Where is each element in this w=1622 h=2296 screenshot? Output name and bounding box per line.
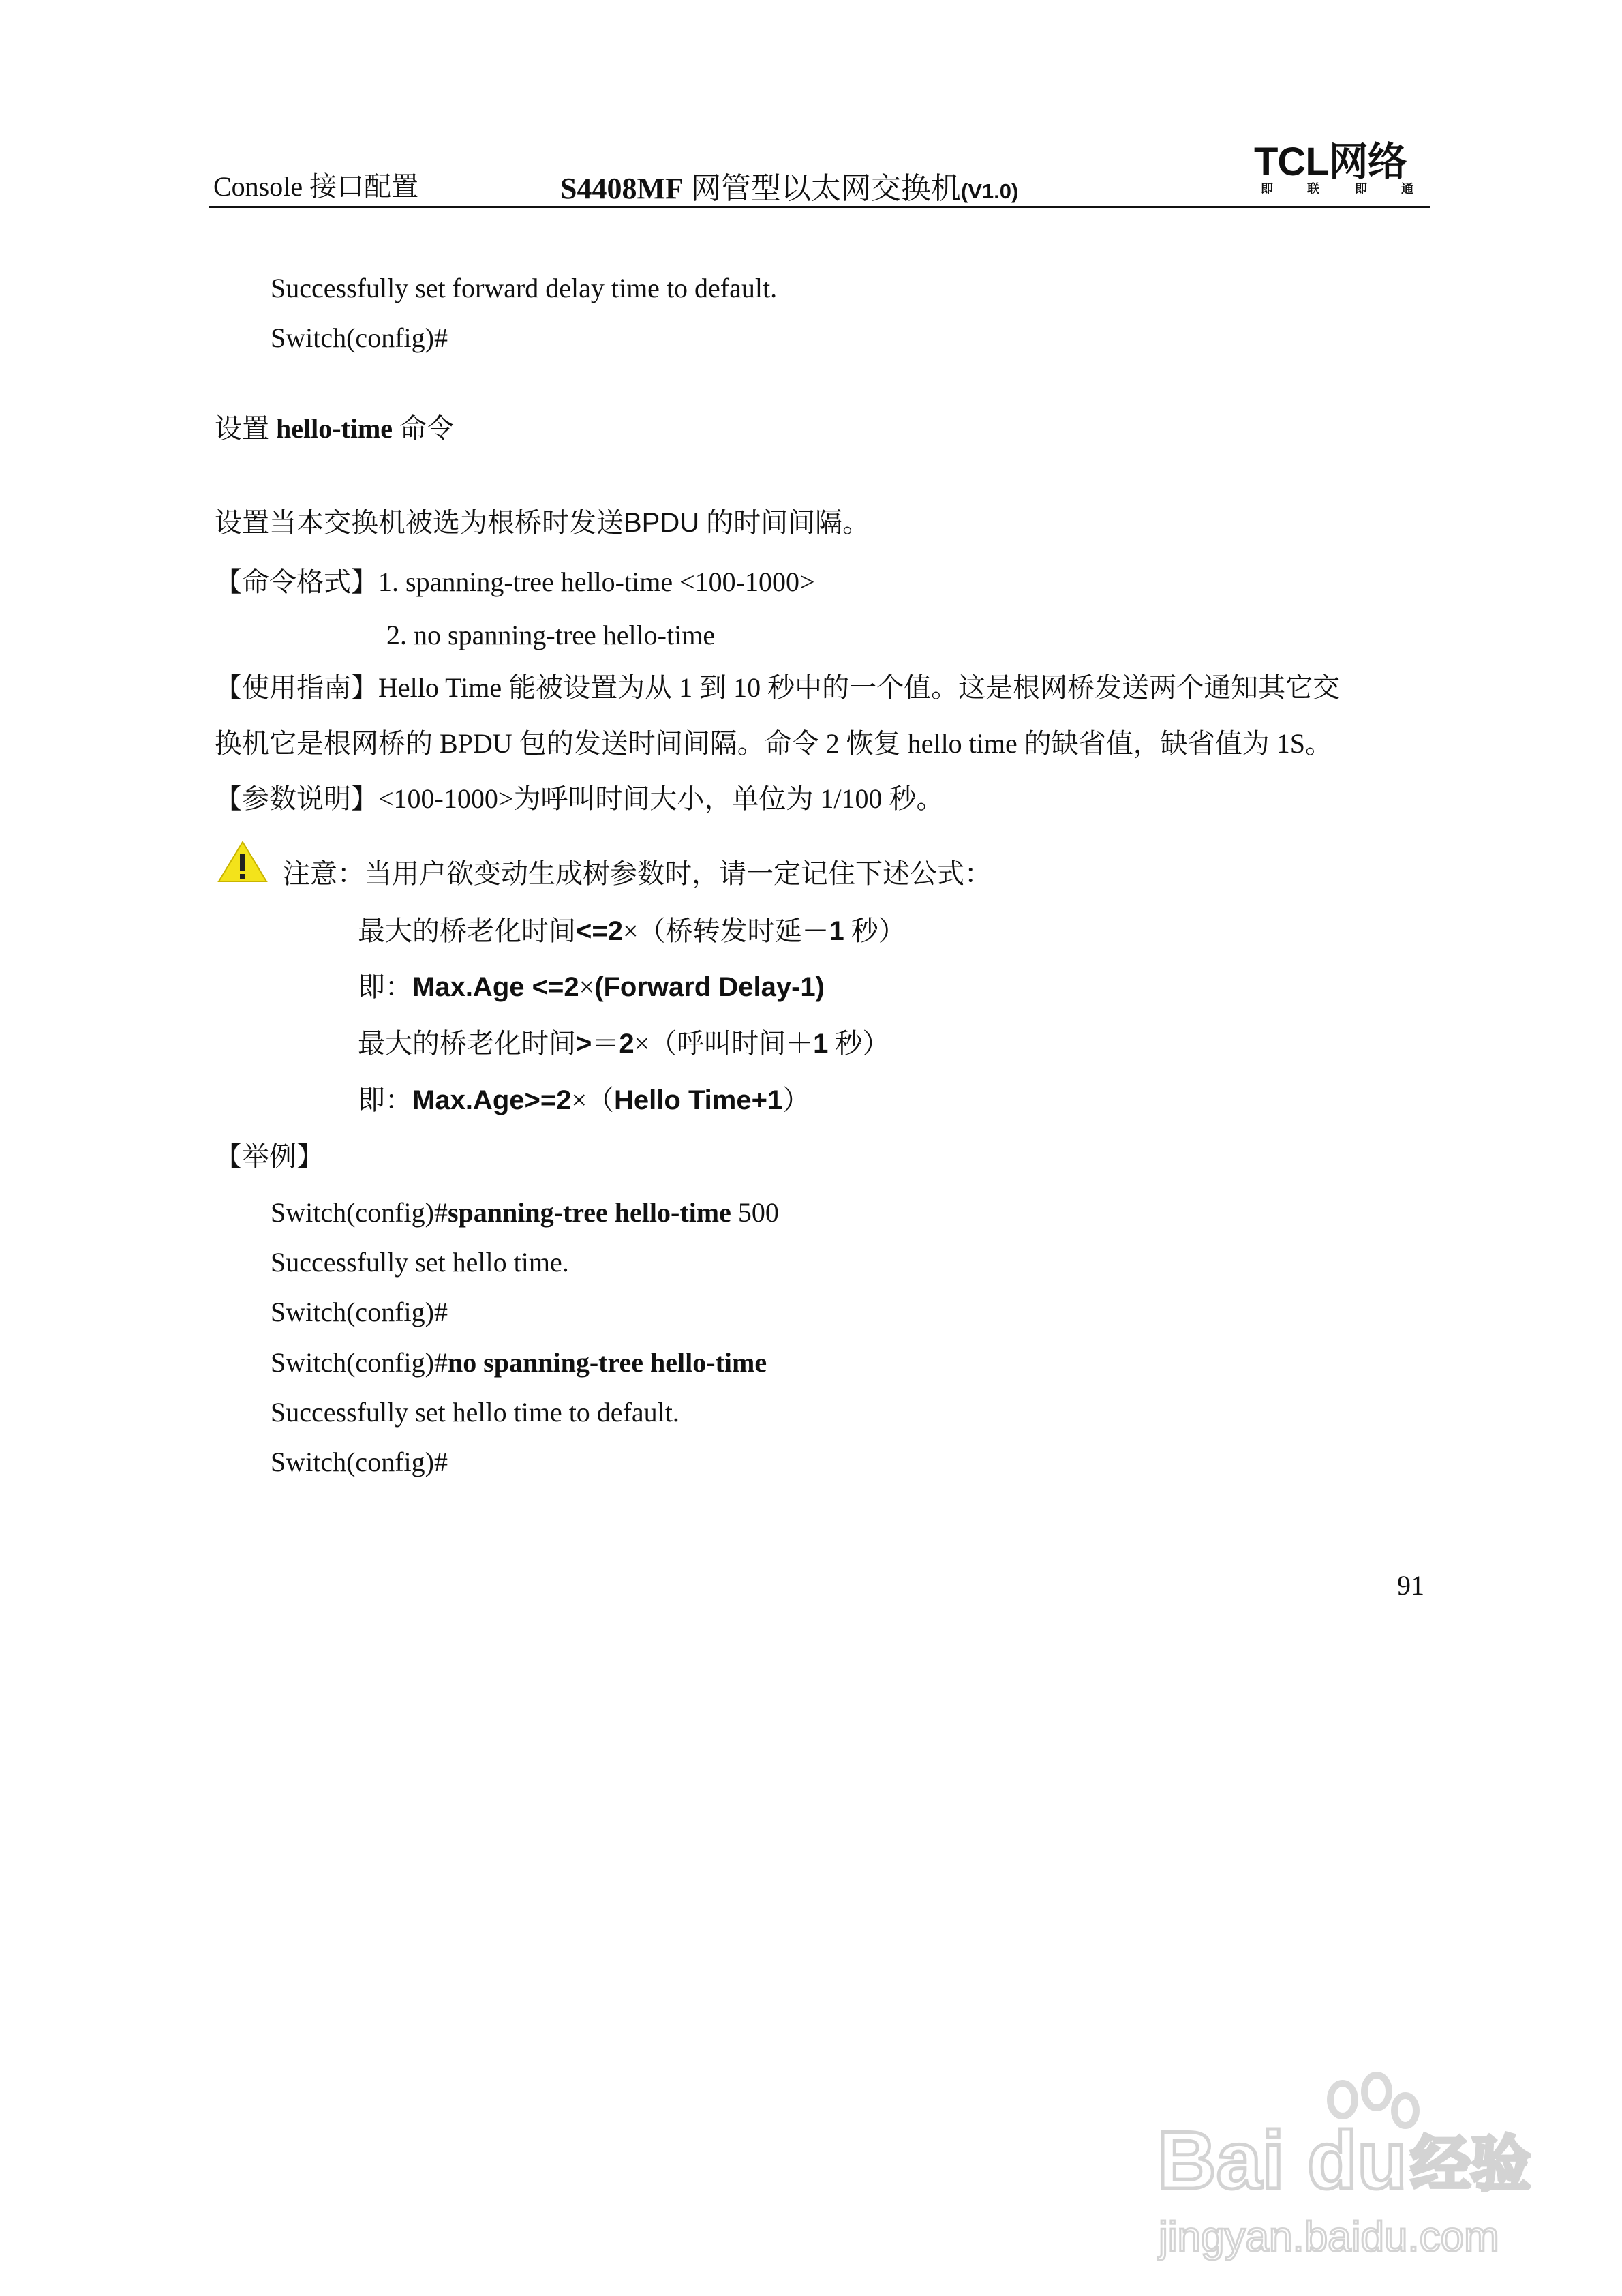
intro-paragraph: 设置当本交换机被选为根桥时发送BPDU 的时间间隔。 xyxy=(215,507,870,538)
example-line: Switch(config)#spanning-tree hello-time 500 xyxy=(271,1197,779,1228)
baidu-jingyan-watermark xyxy=(1152,2052,1533,2263)
tcl-logo xyxy=(1253,140,1424,196)
format-cmd2: 2. no spanning-tree hello-time xyxy=(386,620,716,650)
svg-text:通: 通 xyxy=(1401,182,1413,196)
section-command: hello-time xyxy=(276,413,393,444)
guide-label: 【使用指南】 xyxy=(215,672,378,703)
formula-2: 即：Max.Age <=2×(Forward Delay-1) xyxy=(358,971,825,1002)
example-line: Switch(config)# xyxy=(271,1297,448,1327)
example-line: Successfully set hello time. xyxy=(271,1247,569,1278)
warning-icon xyxy=(217,840,269,883)
page-number: 91 xyxy=(1397,1570,1424,1601)
svg-text:即: 即 xyxy=(1355,182,1367,196)
header-model: S4408MF xyxy=(560,172,684,205)
header-doc-title xyxy=(560,164,1018,207)
formula-1: 最大的桥老化时间<=2×（桥转发时延－1 秒） xyxy=(358,916,906,946)
format-label: 【命令格式】 xyxy=(215,567,378,597)
format-cmd1: 1. spanning-tree hello-time <100-1000> xyxy=(378,567,815,597)
formula-3: 最大的桥老化时间>＝2×（呼叫时间＋1 秒） xyxy=(358,1028,890,1059)
header-title: 网管型以太网交换机 xyxy=(683,172,961,205)
example-label: 【举例】 xyxy=(215,1141,324,1172)
note-text: 注意：当用户欲变动生成树参数时，请一定记住下述公式： xyxy=(283,858,992,889)
params-label: 【参数说明】 xyxy=(215,783,378,814)
console-line: Switch(config)# xyxy=(271,322,448,353)
watermark-url: jingyan.baidu.com xyxy=(1159,2214,1499,2261)
console-line: Successfully set forward delay time to default. xyxy=(271,273,778,303)
watermark-brand: Bai du xyxy=(1157,2115,1407,2206)
svg-text:联: 联 xyxy=(1307,182,1319,196)
command-format xyxy=(215,566,815,599)
svg-text:TCL网络: TCL网络 xyxy=(1254,140,1407,184)
header-section-title: Console 接口配置 xyxy=(213,171,419,202)
example-line: Switch(config)#no spanning-tree hello-time xyxy=(271,1347,767,1378)
example-line: Successfully set hello time to default. xyxy=(271,1397,679,1428)
usage-guide: 【使用指南】Hello Time 能被设置为从 1 到 10 秒中的一个值。这是根网桥发送两个通知其它交 xyxy=(215,672,1341,703)
formula-4: 即：Max.Age>=2×（Hello Time+1） xyxy=(358,1085,810,1115)
usage-guide-cont: 换机它是根网桥的 BPDU 包的发送时间间隔。命令 2 恢复 hello time 的缺省值，缺省值为 1S。 xyxy=(215,728,1333,759)
watermark-cn: 经验 xyxy=(1411,2129,1531,2199)
header-version: (V1.0) xyxy=(960,179,1019,203)
svg-text:即: 即 xyxy=(1261,182,1273,196)
section-heading: 设置 hello-time 命令 xyxy=(215,413,455,444)
param-description: 【参数说明】<100-1000>为呼叫时间大小，单位为 1/100 秒。 xyxy=(215,783,944,814)
header-rule xyxy=(209,206,1430,208)
example-line: Switch(config)# xyxy=(271,1447,448,1477)
